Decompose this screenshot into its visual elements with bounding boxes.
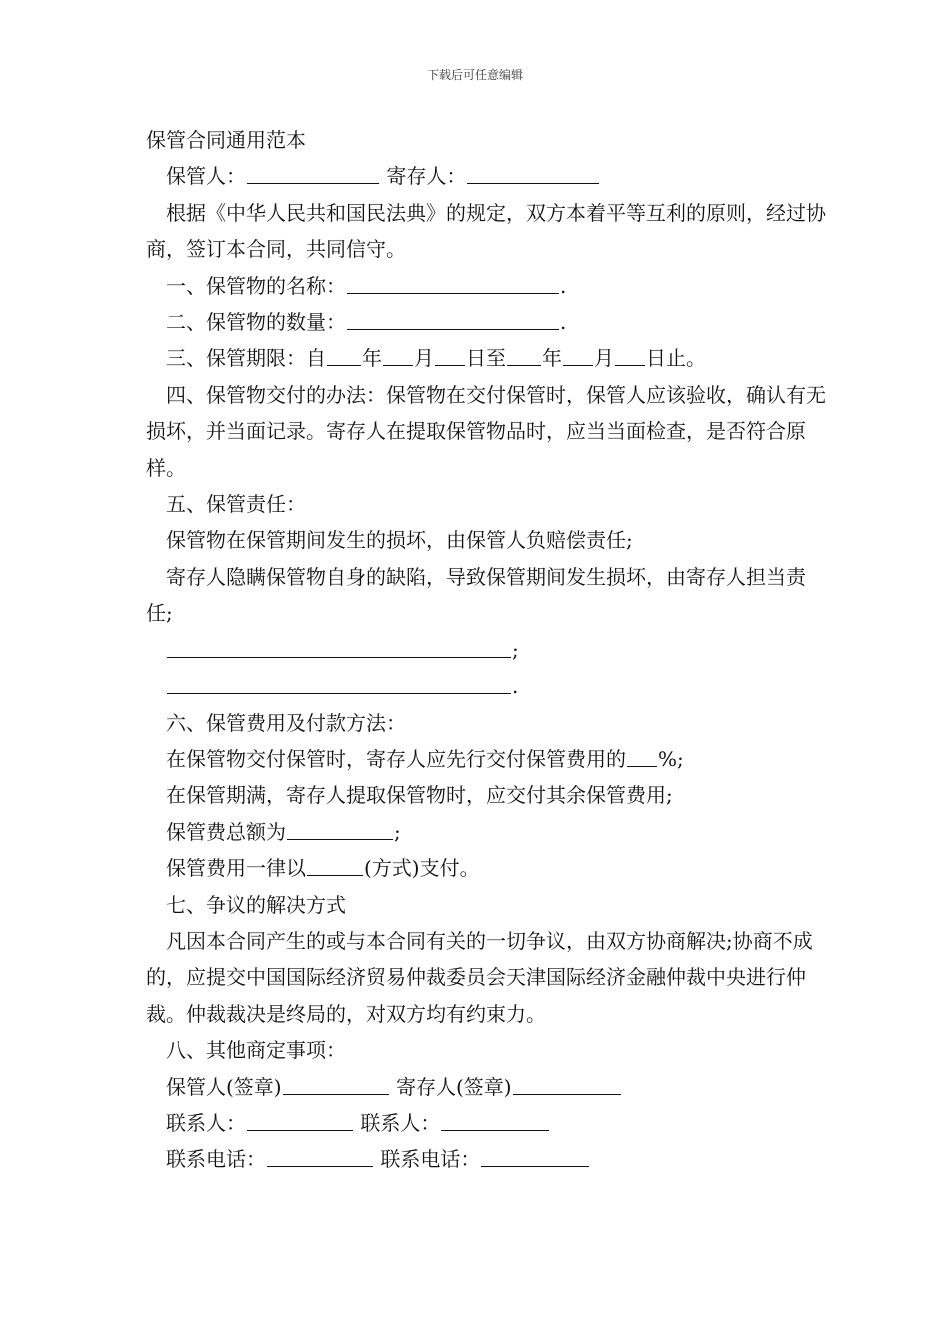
- signature-line: [146, 1069, 826, 1105]
- item5-blank-line2: [146, 668, 826, 704]
- contract-document: [146, 122, 826, 1178]
- blank1-end: ;: [512, 637, 519, 662]
- item8-heading: 八、其他商定事项：: [166, 1038, 346, 1063]
- item1-end: .: [560, 273, 567, 298]
- year-label: 年: [362, 346, 382, 371]
- keeper-label: 保管人：: [166, 164, 246, 189]
- start-day-blank[interactable]: [435, 347, 465, 366]
- start-year-blank[interactable]: [327, 347, 361, 366]
- depositor-phone-blank[interactable]: [481, 1148, 589, 1167]
- depositor-contact-label: 联系人：: [360, 1110, 441, 1135]
- month-label: 月: [414, 346, 434, 371]
- item3-label: 三、保管期限：自: [166, 346, 326, 371]
- depositor-name-blank[interactable]: [467, 165, 599, 184]
- keeper-contact-blank[interactable]: [247, 1112, 353, 1131]
- item4-paragraph: 四、保管物交付的办法：保管物在交付保管时，保管人应该验收，确认有无损坏，并当面记录。寄存人在提取保管物品时，应当当面检查，是否符合原样。: [146, 382, 826, 480]
- item6-line1: [146, 741, 826, 777]
- parties-line: [146, 158, 826, 194]
- month-label: 月: [594, 346, 614, 371]
- year-label: 年: [542, 346, 562, 371]
- payment-method-label: 保管费用一律以: [166, 856, 306, 881]
- item6-line4: [146, 850, 826, 886]
- total-fee-blank[interactable]: [287, 821, 393, 840]
- percent-sign: %;: [658, 746, 684, 771]
- keeper-name-blank[interactable]: [247, 165, 379, 184]
- keeper-phone-label: 联系电话：: [166, 1147, 266, 1172]
- depositor-contact-blank[interactable]: [441, 1112, 549, 1131]
- keeper-phone-blank[interactable]: [267, 1148, 373, 1167]
- document-title: 保管合同通用范本: [146, 128, 306, 152]
- page-header-note: 下载后可任意编辑: [426, 68, 523, 82]
- item1-label: 一、保管物的名称：: [166, 273, 346, 298]
- item6-line2: 在保管期满，寄存人提取保管物时，应交付其余保管费用;: [166, 783, 673, 808]
- item-quantity-blank[interactable]: [347, 311, 559, 330]
- responsibility-blank-2[interactable]: [167, 675, 511, 694]
- phone-line: [146, 1141, 826, 1177]
- item6-heading: 六、保管费用及付款方法：: [166, 710, 406, 735]
- item7-paragraph: 凡因本合同产生的或与本合同有关的一切争议，由双方协商解决;协商不成的，应提交中国国际经济贸易仲裁委员会天津国际经济金融仲裁中央进行仲裁。仲裁裁决是终局的，对双方均有约束力。: [146, 928, 813, 1026]
- end-day-blank[interactable]: [615, 347, 645, 366]
- depositor-phone-label: 联系电话：: [380, 1147, 481, 1172]
- item2-end: .: [560, 310, 567, 335]
- preamble-paragraph: 根据《中华人民共和国民法典》的规定，双方本着平等互利的原则，经过协商，签订本合同，共同信守。: [146, 200, 826, 262]
- blank2-end: .: [512, 674, 519, 699]
- total-fee-label: 保管费总额为: [166, 819, 286, 844]
- keeper-sign-label: 保管人(签章): [166, 1074, 282, 1099]
- total-fee-end: ;: [394, 819, 401, 844]
- item5-line1: 保管物在保管期间发生的损坏，由保管人负赔偿责任;: [166, 528, 633, 553]
- item5-line2: 寄存人隐瞒保管物自身的缺陷，导致保管期间发生损坏，由寄存人担当责任;: [146, 564, 806, 626]
- prepay-text: 在保管物交付保管时，寄存人应先行交付保管费用的: [166, 746, 626, 771]
- item-name-blank[interactable]: [347, 275, 559, 294]
- item6-line3: [146, 814, 826, 850]
- item2-label: 二、保管物的数量：: [166, 310, 346, 335]
- item7-heading: 七、争议的解决方式: [166, 892, 346, 917]
- contact-line: [146, 1105, 826, 1141]
- payment-method-end: (方式)支付。: [364, 856, 480, 881]
- end-year-blank[interactable]: [507, 347, 541, 366]
- item2-line: [146, 304, 826, 340]
- keeper-contact-label: 联系人：: [166, 1110, 246, 1135]
- item5-blank-line1: [146, 632, 826, 668]
- item5-heading: 五、保管责任：: [166, 492, 306, 517]
- depositor-label: 寄存人：: [386, 164, 467, 189]
- start-month-blank[interactable]: [383, 347, 413, 366]
- keeper-sign-blank[interactable]: [283, 1076, 389, 1095]
- depositor-sign-blank[interactable]: [513, 1076, 621, 1095]
- day-to-label: 日至: [466, 346, 506, 371]
- end-month-blank[interactable]: [563, 347, 593, 366]
- day-end-label: 日止。: [646, 346, 706, 371]
- item3-line: [146, 340, 826, 376]
- depositor-sign-label: 寄存人(签章): [395, 1074, 512, 1099]
- payment-method-blank[interactable]: [307, 857, 363, 876]
- item1-line: [146, 268, 826, 304]
- responsibility-blank-1[interactable]: [167, 639, 511, 658]
- prepay-percent-blank[interactable]: [627, 748, 657, 767]
